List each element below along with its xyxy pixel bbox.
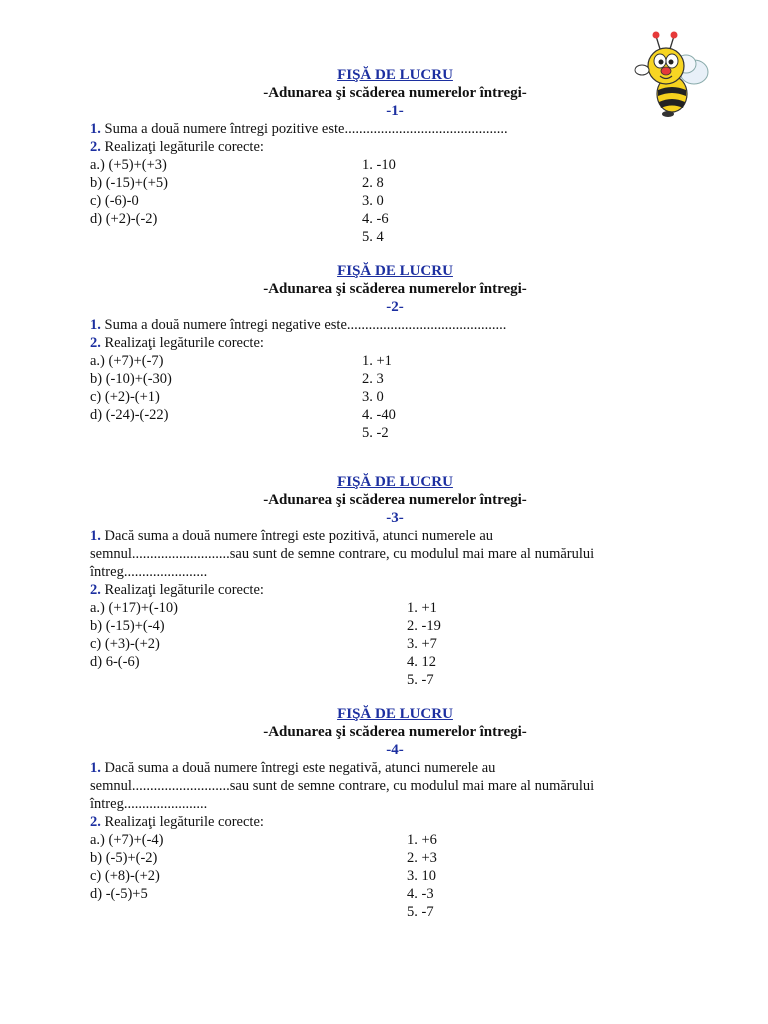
question-1 — [90, 527, 650, 545]
answer-item: 5. -2 — [362, 425, 389, 441]
expression-item: d) (-24)-(-22) — [90, 407, 169, 423]
worksheet-subtitle: -Adunarea şi scăderea numerelor întregi- — [263, 724, 527, 740]
expression-item: a.) (+17)+(-10) — [90, 600, 179, 616]
worksheet-title: FIŞĂ DE LUCRU — [337, 706, 453, 722]
answer-item: 4. 12 — [407, 654, 436, 670]
worksheet-subtitle: -Adunarea şi scăderea numerelor întregi- — [263, 281, 527, 297]
answer-item: 3. +7 — [407, 636, 437, 652]
worksheet-1 — [90, 66, 650, 246]
match-row — [90, 228, 650, 246]
answer-item: 4. -40 — [362, 407, 396, 423]
question-text: Suma a două numere întregi negative este............................................ — [104, 317, 507, 333]
worksheet-title: FIŞĂ DE LUCRU — [337, 67, 453, 83]
answer-item: 2. 3 — [362, 371, 384, 387]
question-number: 1. — [90, 760, 101, 776]
match-row — [90, 885, 650, 903]
answer-item: 5. -7 — [407, 904, 434, 920]
worksheet-subtitle: -Adunarea şi scăderea numerelor întregi- — [263, 492, 527, 508]
answer-item: 3. 0 — [362, 389, 384, 405]
answer-item: 5. -7 — [407, 672, 434, 688]
answer-item: 5. 4 — [362, 229, 384, 245]
question-number: 1. — [90, 121, 101, 137]
question-number: 2. — [90, 814, 101, 830]
expression-item: b) (-5)+(-2) — [90, 850, 158, 866]
answer-item: 4. -6 — [362, 211, 389, 227]
answer-item: 1. -10 — [362, 157, 396, 173]
question-text-line: semnul...........................sau sunt de semne contrare, cu modulul mai mare al numărului — [90, 546, 595, 562]
expression-item: c) (+8)-(+2) — [90, 868, 160, 884]
answer-item: 1. +6 — [407, 832, 437, 848]
answer-item: 2. 8 — [362, 175, 384, 191]
match-row — [90, 370, 650, 388]
worksheet-4 — [90, 705, 650, 921]
answer-item: 2. -19 — [407, 618, 441, 634]
match-row — [90, 867, 650, 885]
expression-item: b) (-15)+(-4) — [90, 618, 165, 634]
match-row — [90, 653, 650, 671]
match-row — [90, 192, 650, 210]
match-row — [90, 831, 650, 849]
answer-item: 2. +3 — [407, 850, 437, 866]
match-row — [90, 210, 650, 228]
match-row — [90, 406, 650, 424]
answer-item: 3. 10 — [407, 868, 436, 884]
worksheet-number: -4- — [386, 742, 404, 758]
worksheet-number: -3- — [386, 510, 404, 526]
match-row — [90, 352, 650, 370]
question-1 — [90, 120, 650, 138]
question-2 — [90, 334, 650, 352]
question-2 — [90, 138, 650, 156]
question-text: Realizaţi legăturile corecte: — [104, 139, 264, 155]
match-row — [90, 424, 650, 442]
match-row — [90, 599, 650, 617]
question-text: Realizaţi legăturile corecte: — [104, 582, 264, 598]
match-row — [90, 174, 650, 192]
question-2 — [90, 581, 650, 599]
question-1 — [90, 759, 650, 777]
match-row — [90, 635, 650, 653]
expression-item: d) -(-5)+5 — [90, 886, 148, 902]
expression-item: b) (-15)+(+5) — [90, 175, 168, 191]
worksheet-title: FIŞĂ DE LUCRU — [337, 263, 453, 279]
expression-item: c) (+3)-(+2) — [90, 636, 160, 652]
expression-item: a.) (+7)+(-7) — [90, 353, 164, 369]
question-2 — [90, 813, 650, 831]
question-text-line: semnul...........................sau sunt de semne contrare, cu modulul mai mare al numărului — [90, 778, 595, 794]
worksheet-2 — [90, 262, 650, 442]
worksheet-number: -1- — [386, 103, 404, 119]
expression-item: c) (+2)-(+1) — [90, 389, 160, 405]
match-row — [90, 849, 650, 867]
question-text: Dacă suma a două numere întregi este negativă, atunci numerele au — [104, 760, 496, 776]
worksheet-title: FIŞĂ DE LUCRU — [337, 474, 453, 490]
question-text: Realizaţi legăturile corecte: — [104, 814, 264, 830]
answer-item: 1. +1 — [362, 353, 392, 369]
question-text: Realizaţi legăturile corecte: — [104, 335, 264, 351]
match-row — [90, 671, 650, 689]
expression-item: b) (-10)+(-30) — [90, 371, 172, 387]
answer-item: 1. +1 — [407, 600, 437, 616]
question-number: 1. — [90, 317, 101, 333]
question-number: 2. — [90, 582, 101, 598]
question-number: 2. — [90, 335, 101, 351]
question-text-line: întreg....................... — [90, 564, 208, 580]
worksheet-number: -2- — [386, 299, 404, 315]
match-row — [90, 388, 650, 406]
answer-item: 3. 0 — [362, 193, 384, 209]
question-text: Suma a două numere întregi pozitive este............................................. — [104, 121, 508, 137]
match-row — [90, 617, 650, 635]
answer-item: 4. -3 — [407, 886, 434, 902]
question-number: 1. — [90, 528, 101, 544]
question-text: Dacă suma a două numere întregi este pozitivă, atunci numerele au — [104, 528, 494, 544]
worksheet-subtitle: -Adunarea şi scăderea numerelor întregi- — [263, 85, 527, 101]
worksheet-3 — [90, 473, 650, 689]
expression-item: d) 6-(-6) — [90, 654, 140, 670]
match-row — [90, 903, 650, 921]
expression-item: d) (+2)-(-2) — [90, 211, 158, 227]
match-row — [90, 156, 650, 174]
question-1 — [90, 316, 650, 334]
expression-item: c) (-6)-0 — [90, 193, 139, 209]
question-text-line: întreg....................... — [90, 796, 208, 812]
expression-item: a.) (+7)+(-4) — [90, 832, 164, 848]
expression-item: a.) (+5)+(+3) — [90, 157, 167, 173]
question-number: 2. — [90, 139, 101, 155]
